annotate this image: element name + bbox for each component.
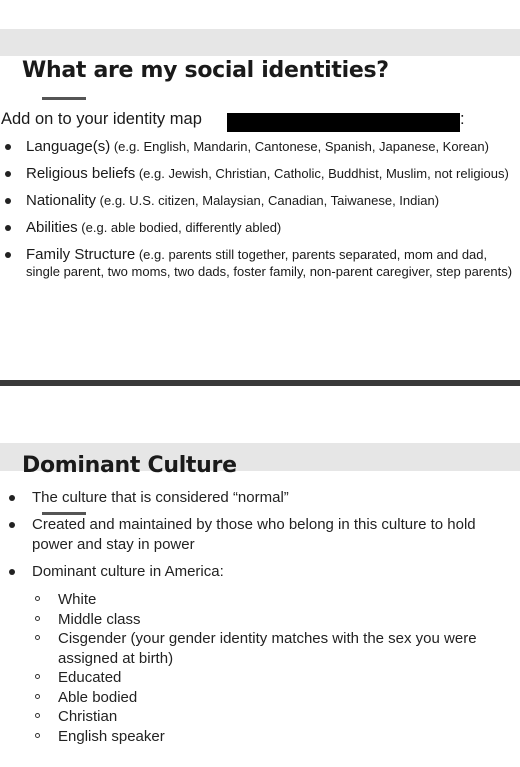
bullet-icon xyxy=(5,252,11,258)
bullet-term: Nationality xyxy=(26,192,97,209)
bullet-text: Dominant culture in America: xyxy=(32,563,224,580)
bullet-term: Abilities xyxy=(26,219,78,236)
intro-text: Add on to your identity map xyxy=(1,110,202,128)
page-title: What are my social identities? xyxy=(22,58,389,83)
sub-list-item xyxy=(0,727,515,747)
bullet-icon xyxy=(9,495,15,501)
bullet-icon xyxy=(5,225,11,231)
sub-list-item xyxy=(0,610,515,630)
bullet-text: The culture that is considered “normal” xyxy=(32,489,289,506)
list-item xyxy=(0,515,515,555)
hollow-bullet-icon xyxy=(35,733,40,738)
sub-bullet-text: Middle class xyxy=(58,610,141,628)
sub-bullet-text: Educated xyxy=(58,669,122,686)
hollow-bullet-icon xyxy=(35,616,40,621)
bullet-icon xyxy=(5,144,11,150)
list-item xyxy=(0,138,515,155)
sub-list-item xyxy=(0,707,515,727)
sub-bullet-text: Christian xyxy=(58,708,118,725)
bullet-detail: (e.g. parents still together, parents separated, mom and dad, single parent, two moms, two dads, foster family, non-parent caregiver, step parents) xyxy=(26,247,513,279)
bullet-icon xyxy=(9,522,15,528)
list-item xyxy=(0,165,515,182)
list-item xyxy=(0,562,515,582)
list-item xyxy=(0,246,515,280)
hollow-bullet-icon xyxy=(35,674,40,679)
bullet-icon xyxy=(5,171,11,177)
list-item xyxy=(0,192,515,209)
bullet-icon xyxy=(9,569,15,575)
dominant-culture-bullet-list xyxy=(0,488,515,589)
slide-header-band xyxy=(0,29,520,56)
title-underline xyxy=(42,97,86,100)
bullet-detail: (e.g. Jewish, Christian, Catholic, Buddhist, Muslim, not religious) xyxy=(135,166,509,181)
title-underline xyxy=(42,512,86,515)
hollow-bullet-icon xyxy=(35,635,40,640)
bullet-term: Religious beliefs xyxy=(26,165,136,182)
bullet-term: Family Structure xyxy=(26,246,136,263)
sub-bullet-text: English speaker xyxy=(58,727,165,745)
sub-list-item xyxy=(0,668,515,688)
list-item xyxy=(0,488,515,508)
intro-suffix: : xyxy=(460,110,465,128)
section-title: Dominant Culture xyxy=(22,453,237,478)
list-item xyxy=(0,219,515,236)
sub-bullet-text: Cisgender (your gender identity matches with the sex you were assigned at birth) xyxy=(58,630,477,667)
sub-list-item xyxy=(0,590,515,610)
dominant-culture-sub-list xyxy=(0,590,515,746)
sub-bullet-text: Able bodied xyxy=(58,688,138,706)
redacted-block xyxy=(227,113,460,132)
bullet-detail: (e.g. English, Mandarin, Cantonese, Spanish, Japanese, Korean) xyxy=(110,139,489,154)
sub-list-item xyxy=(0,688,515,708)
hollow-bullet-icon xyxy=(35,713,40,718)
bullet-text: Created and maintained by those who belong in this culture to hold power and stay in power xyxy=(32,516,476,553)
identity-bullet-list xyxy=(0,138,515,290)
bullet-detail: (e.g. U.S. citizen, Malaysian, Canadian, Taiwanese, Indian) xyxy=(96,193,440,208)
bullet-icon xyxy=(5,198,11,204)
sub-list-item xyxy=(0,629,515,668)
bullet-detail: (e.g. able bodied, differently abled) xyxy=(77,220,282,235)
hollow-bullet-icon xyxy=(35,694,40,699)
bullet-term: Language(s) xyxy=(26,138,111,155)
sub-bullet-text: White xyxy=(58,591,97,608)
hollow-bullet-icon xyxy=(35,596,40,601)
